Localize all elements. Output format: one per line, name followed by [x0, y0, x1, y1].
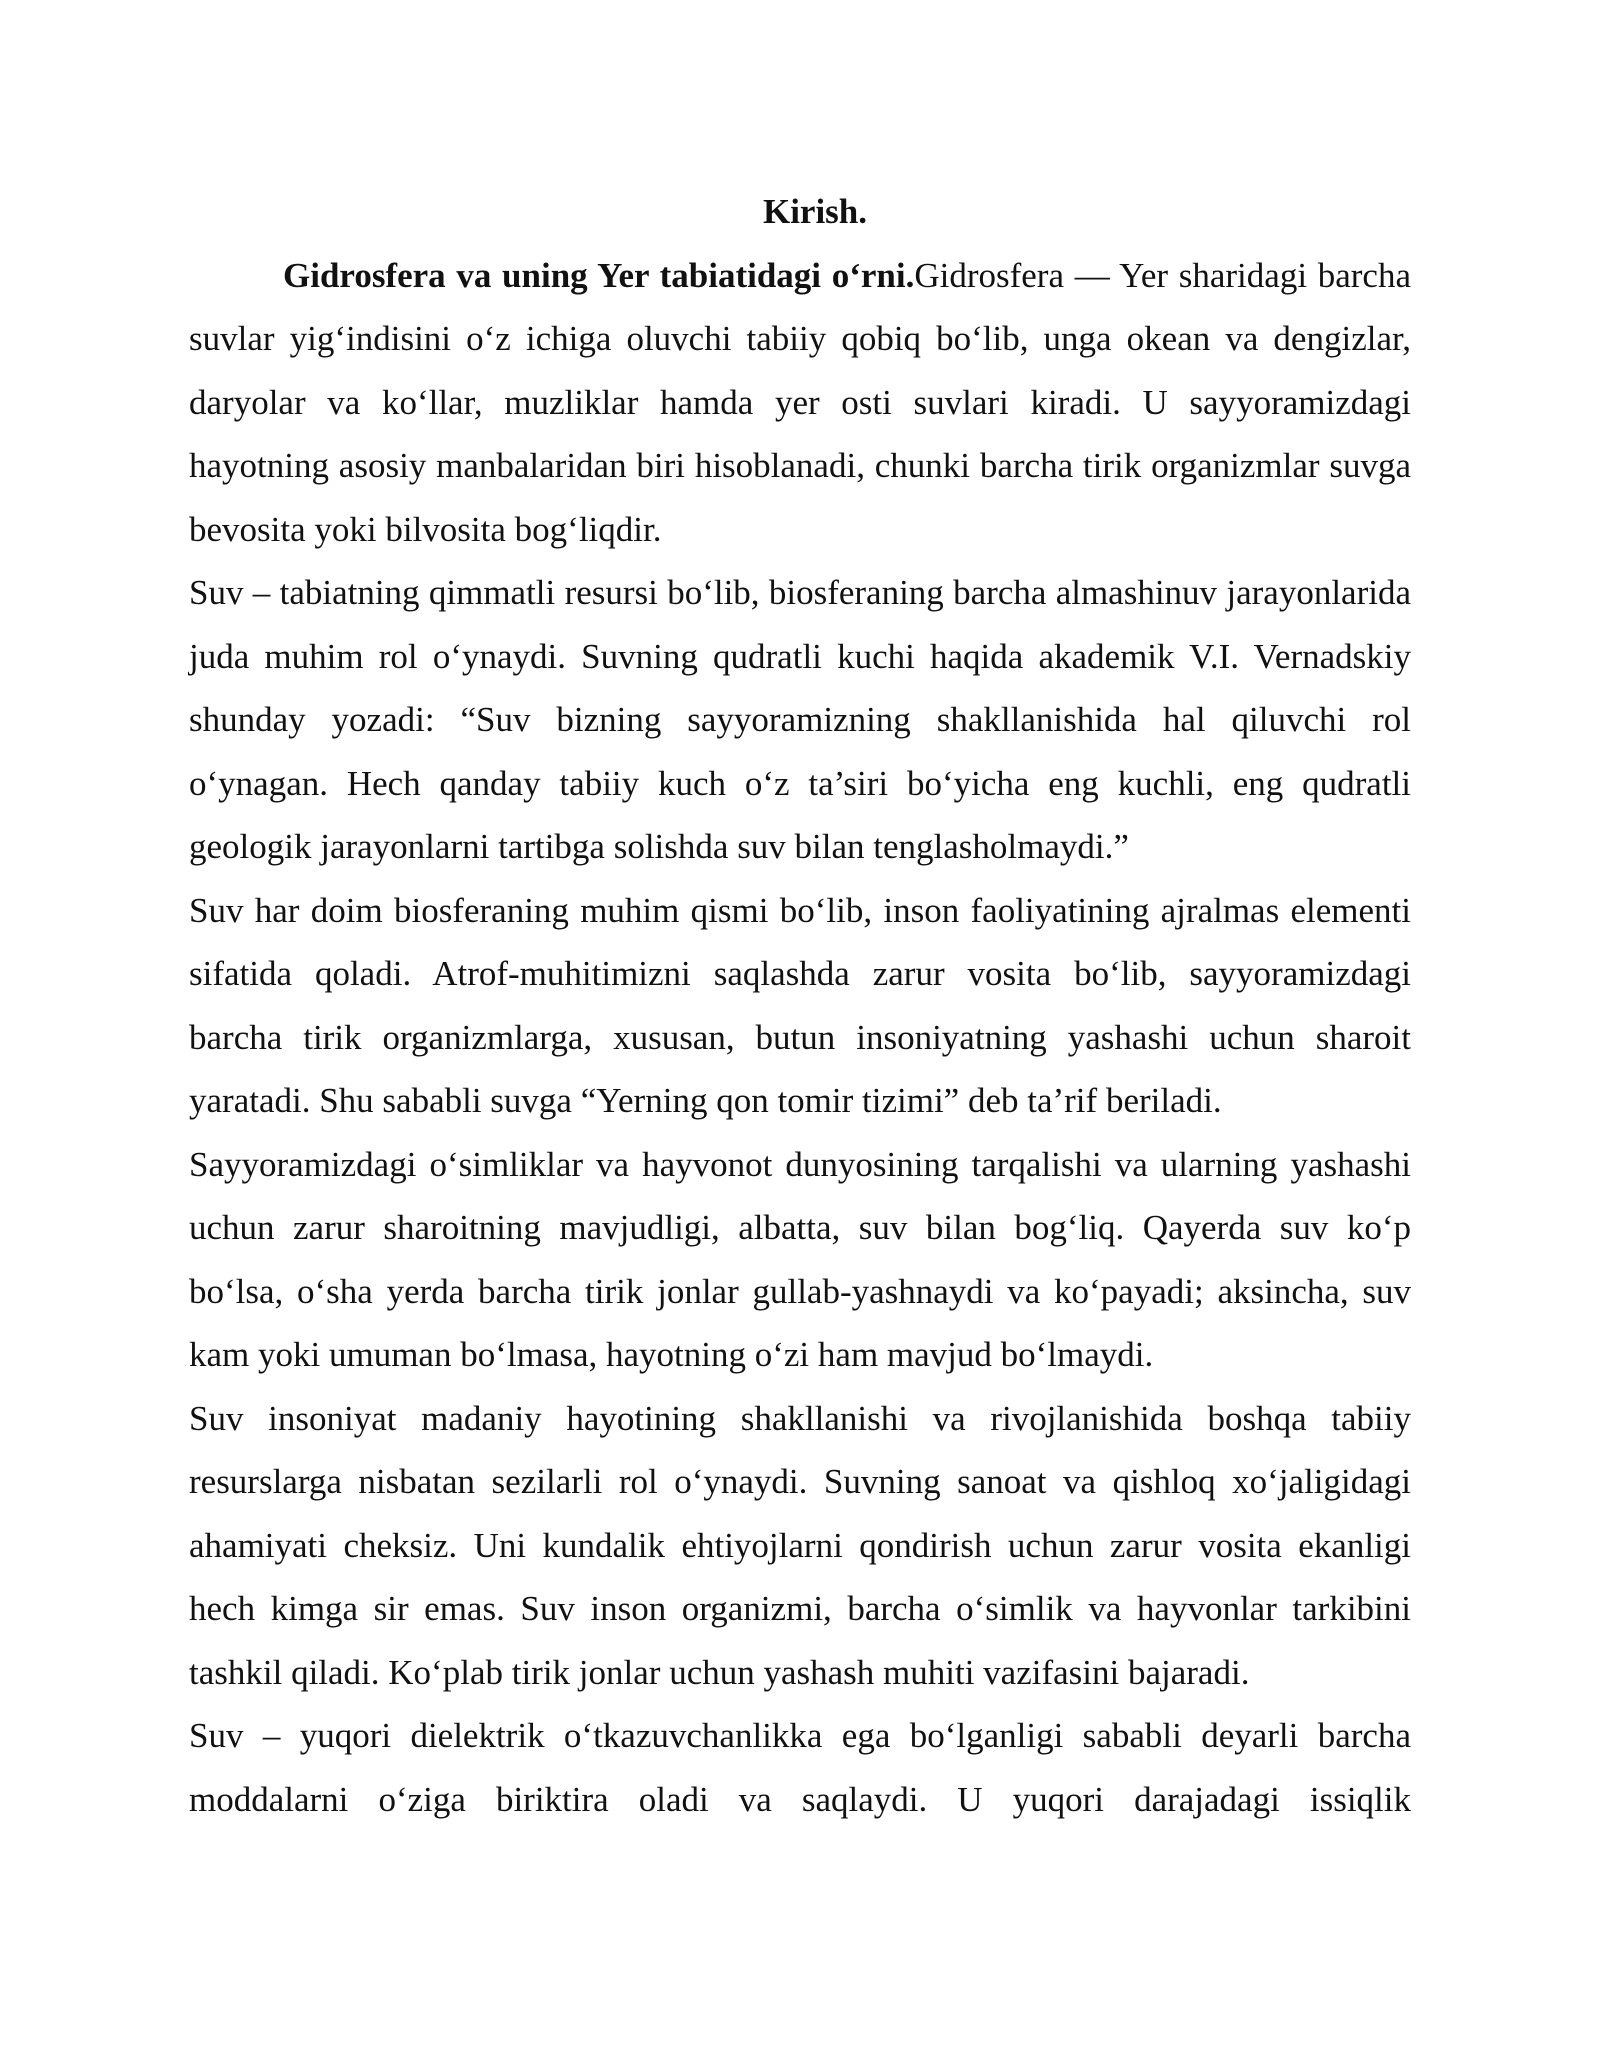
document-body [189, 180, 1411, 1831]
intro-paragraph [189, 244, 1411, 562]
paragraph-2: Suv har doim biosferaning muhim qismi bo‘lib, inson faoliyatining ajralmas elementi sifatida qoladi. Atrof-muhitimizni saqlashda zarur vosita bo‘lib, sayyoramizdagi barcha tirik organizmlarga, xususan, butun insoniyatning yashashi uchun sharoit yaratadi. Shu sababli suvga “Yerning qon tomir tizimi” deb ta’rif beriladi. [189, 890, 1411, 1120]
paragraph-3: Sayyoramizdagi o‘simliklar va hayvonot dunyosining tarqalishi va ularning yashashi uchun zarur sharoitning mavjudligi, albatta, suv bilan bog‘liq. Qayerda suv ko‘p bo‘lsa, o‘sha yerda barcha tirik jonlar gullab-yashnaydi va ko‘payadi; aksincha, suv kam yoki umuman bo‘lmasa, hayotning o‘zi ham mavjud bo‘lmaydi. [189, 1144, 1411, 1374]
section-heading: Kirish. [762, 192, 868, 231]
paragraph-5: Suv – yuqori dielektrik o‘tkazuvchanlikka ega bo‘lganligi sababli deyarli barcha moddalarni o‘ziga biriktira oladi va saqlaydi. U yuqori darajadagi issiqlik [189, 1716, 1411, 1819]
intro-text: Gidrosfera — Yer sharidagi barcha suvlar yig‘indisini o‘z ichiga oluvchi tabiiy qobiq bo‘lib, unga okean va dengizlar, daryolar va ko‘llar, muzliklar hamda yer osti suvlari kiradi. U sayyoramizdagi hayotning asosiy manbalaridan biri hisoblanadi, chunki barcha tirik organizmlar suvga bevosita yoki bilvosita bog‘liqdir. [189, 255, 1412, 549]
paragraph-1: Suv – tabiatning qimmatli resursi bo‘lib, biosferaning barcha almashinuv jarayonlarida juda muhim rol o‘ynaydi. Suvning qudratli kuchi haqida akademik V.I. Vernadskiy shunday yozadi: “Suv bizning sayyoramizning shakllanishida hal qiluvchi rol o‘ynagan. Hech qanday tabiiy kuch o‘z ta’siri bo‘yicha eng kuchli, eng qudratli geologik jarayonlarni tartibga solishda suv bilan tenglasholmaydi.” [189, 573, 1411, 866]
paragraph-4: Suv insoniyat madaniy hayotining shakllanishi va rivojlanishida boshqa tabiiy resurslarga nisbatan sezilarli rol o‘ynaydi. Suvning sanoat va qishloq xo‘jaligidagi ahamiyati cheksiz. Uni kundalik ehtiyojlarni qondirish uchun zarur vosita ekanligi hech kimga sir emas. Suv inson organizmi, barcha o‘simlik va hayvonlar tarkibini tashkil qiladi. Ko‘plab tirik jonlar uchun yashash muhiti vazifasini bajaradi. [189, 1398, 1411, 1692]
intro-lead: Gidrosfera va uning Yer tabiatidagi o‘rni. [283, 255, 915, 295]
